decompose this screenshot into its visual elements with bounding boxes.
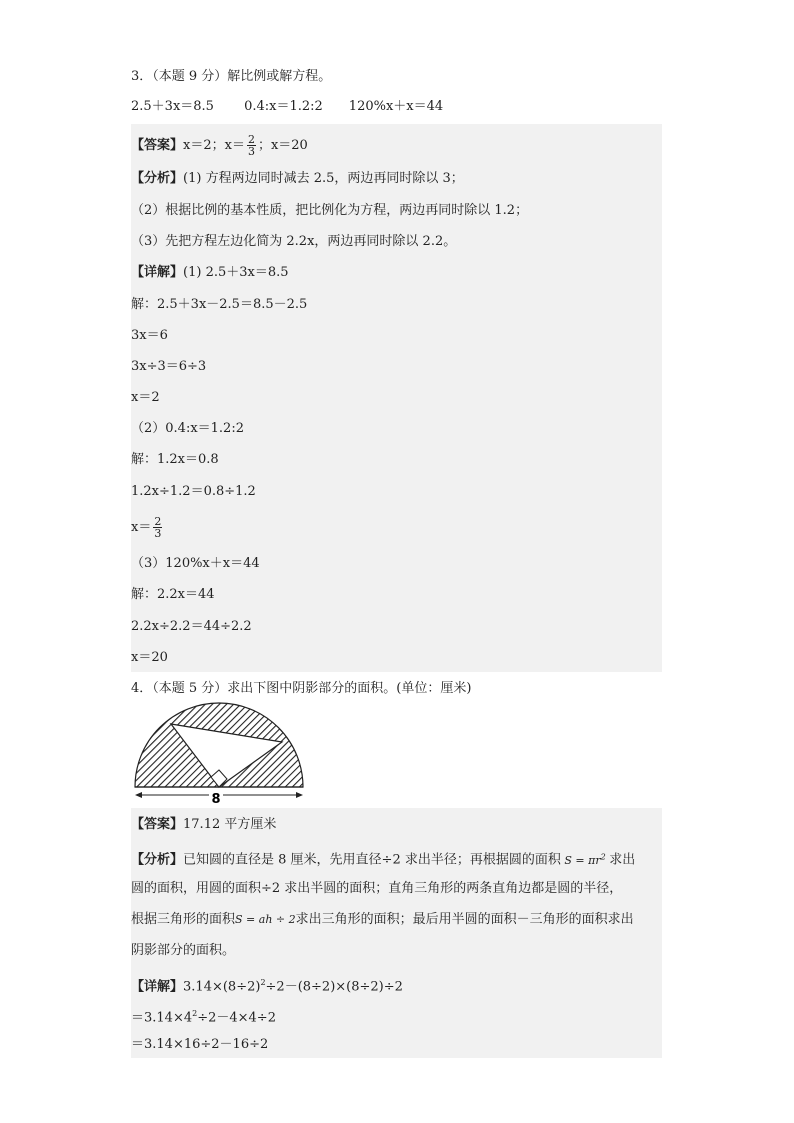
q3-analysis-2: （2）根据比例的基本性质，把比例化为方程，两边再同时除以 1.2； xyxy=(131,203,529,218)
q3-detail-9 xyxy=(131,516,661,539)
answer-tag: 【答案】 xyxy=(131,138,184,153)
q4-analysis-1 xyxy=(131,848,661,870)
q3-detail-3: 3x＝6 xyxy=(131,328,168,343)
q4-detail-1 xyxy=(131,974,661,996)
analysis-tag: 【分析】 xyxy=(131,852,184,868)
detail-x-eq: x＝ xyxy=(131,520,152,535)
analysis-text: 根据三角形的面积 xyxy=(131,912,236,927)
q4-detail-2 xyxy=(131,1005,661,1027)
detail-text: 3.14×(8÷2) xyxy=(183,979,261,995)
analysis-tag: 【分析】 xyxy=(131,171,184,186)
q3-detail-11: 解：2.2x＝44 xyxy=(131,587,215,602)
formula-circle-area: $S = \pi r^2$ xyxy=(564,852,606,867)
arrow-right-icon xyxy=(296,792,303,798)
q3-equations: 2.5＋3x＝8.5 0.4:x＝1.2:2 120%x＋x＝44 xyxy=(131,99,444,114)
exponent: 2 xyxy=(260,978,266,987)
arrow-left-icon xyxy=(135,792,142,798)
detail-text: ÷2－(8÷2)×(8÷2)÷2 xyxy=(265,979,403,995)
answer-tag: 【答案】 xyxy=(131,817,184,832)
analysis-text: 求出 xyxy=(609,852,636,868)
analysis-text: 已知圆的直径是 8 厘米，先用直径÷2 求出半径；再根据圆的面积 xyxy=(183,852,561,868)
fraction: $\frac{2}{3}$ xyxy=(247,133,255,158)
q4-analysis-2: 圆的面积，用圆的面积÷2 求出半圆的面积；直角三角形的两条直角边都是圆的半径， xyxy=(131,881,623,896)
semicircle-figure xyxy=(131,700,306,806)
q3-analysis-3: （3）先把方程左边化简为 2.2x，两边再同时除以 2.2。 xyxy=(131,234,457,249)
q3-detail-1 xyxy=(131,264,661,282)
q3-detail-13: x＝20 xyxy=(131,650,168,665)
answer-text-a: x＝2；x＝ xyxy=(183,138,245,153)
q3-detail-12: 2.2x÷2.2＝44÷2.2 xyxy=(131,619,252,634)
q4-detail-3: ＝3.14×16÷2－16÷2 xyxy=(131,1037,269,1052)
detail-tag: 【详解】 xyxy=(131,265,184,280)
q4-analysis-3 xyxy=(131,911,661,929)
detail-tag: 【详解】 xyxy=(131,979,184,995)
detail-text: ÷2－4×4÷2 xyxy=(197,1010,276,1026)
q3-answer xyxy=(131,134,661,157)
q3-detail-8: 1.2x÷1.2＝0.8÷1.2 xyxy=(131,484,256,499)
q3-analysis-1 xyxy=(131,170,661,188)
answer-text-b: ；x＝20 xyxy=(257,138,308,153)
analysis-text: (1) 方程两边同时减去 2.5，两边再同时除以 3； xyxy=(183,171,464,186)
q3-detail-10: （3）120%x＋x＝44 xyxy=(131,556,260,571)
formula-triangle-area: S = ah ÷ 2 xyxy=(235,913,296,926)
detail-text: (1) 2.5＋3x＝8.5 xyxy=(183,265,289,280)
q3-detail-6: （2）0.4:x＝1.2:2 xyxy=(131,421,244,436)
q3-detail-5: x＝2 xyxy=(131,390,160,405)
detail-text: ＝3.14×4 xyxy=(131,1010,193,1026)
answer-text: 17.12 平方厘米 xyxy=(183,817,277,832)
q4-answer xyxy=(131,816,661,834)
q3-detail-7: 解：1.2x＝0.8 xyxy=(131,452,219,467)
q4-analysis-4: 阴影部分的面积。 xyxy=(131,943,236,958)
q4-title: 4．（本题 5 分）求出下图中阴影部分的面积。(单位：厘米) xyxy=(131,681,472,696)
exponent: 2 xyxy=(192,1009,198,1018)
fraction: $\frac{2}{3}$ xyxy=(154,515,162,540)
q3-detail-2: 解：2.5＋3x－2.5＝8.5－2.5 xyxy=(131,297,308,312)
diameter-label: 8 xyxy=(211,792,221,806)
analysis-text: 求出三角形的面积；最后用半圆的面积－三角形的面积求出 xyxy=(295,912,634,927)
q3-detail-4: 3x÷3＝6÷3 xyxy=(131,359,207,374)
q3-title: 3．（本题 9 分）解比例或解方程。 xyxy=(131,69,332,84)
